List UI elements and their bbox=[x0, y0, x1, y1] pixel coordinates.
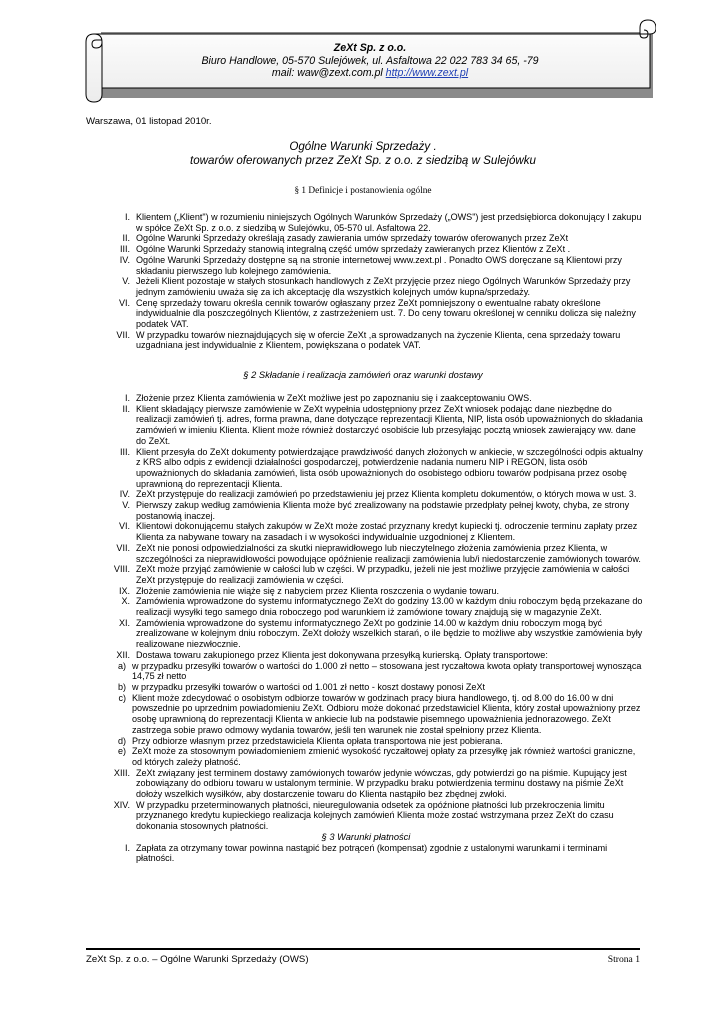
list-item bbox=[86, 212, 646, 233]
section-2-heading: § 2 Składanie i realizacja zamówień oraz warunki dostawy bbox=[243, 370, 483, 380]
item-number: II. bbox=[122, 233, 130, 244]
item-number: III. bbox=[119, 446, 130, 457]
footer-divider bbox=[86, 948, 640, 950]
item-number: a) bbox=[117, 660, 126, 671]
list-item bbox=[86, 768, 646, 800]
item-text: Zapłata za otrzymany towar powinna nastąpić bez potrąceń (kompensat) zgodnie z ustalonymi warunkami i terminami płatności. bbox=[136, 842, 608, 864]
item-text: Zamówienia wprowadzone do systemu informatycznego ZeXt po godzinie 14.00 w każdym dniu roboczym mogą być zrealizowane w kolejnym dniu roboczym. ZeXt dołoży wszelkich starań, o ile będzie to możliwe aby wszystkie zamówienia były realizowane niezwłocznie. bbox=[136, 617, 643, 650]
item-text: Klient przesyła do ZeXt dokumenty potwierdzające prawdziwość danych złożonych w ankiecie, w szczególności odpis aktualny z KRS albo odpis z ewidencji działalności gospodarczej, potwierdzenie nadania numeru NIP i REGON, lista osób upoważnionych do składania zamówień, lista osób upoważnionych do osobistego odbioru towarów podpisana przez osobę uprawnioną do reprezentacji Klienta. bbox=[136, 446, 643, 489]
item-text: ZeXt może przyjąć zamówienie w całości lub w części. W przypadku, jeżeli nie jest możliwe przyjęcie zamówienia w całości ZeXt przystępuje do realizacji zamówienia w części. bbox=[136, 564, 630, 585]
item-text: ZeXt może za stosownym powiadomieniem zmienić wysokość ryczałtowej opłaty za przesyłkę jak również wartości graniczne, od których zależy płatność. bbox=[132, 746, 636, 767]
item-number: V. bbox=[122, 276, 130, 287]
list-item bbox=[86, 586, 646, 597]
item-number: d) bbox=[117, 735, 126, 746]
item-text: w przypadku przesyłki towarów o wartości do 1.000 zł netto – stosowana jest ryczałtowa kwota opłaty transportowej wynosząca 14,75 zł netto bbox=[132, 660, 642, 682]
list-item bbox=[86, 500, 646, 521]
item-number: VI. bbox=[118, 297, 130, 308]
item-number: IX. bbox=[118, 585, 130, 596]
item-text: Klientowi dokonującemu stałych zakupów w ZeXt może zostać przyznany kredyt kupiecki tj. odroczenie terminu zapłaty przez Klienta za nabywane towary na zasadach i w wysokości indywidualnie uzgodnionej z Klientem. bbox=[136, 521, 638, 543]
list-item bbox=[86, 298, 646, 330]
item-text: Złożenie przez Klienta zamówienia w ZeXt możliwe jest po zapoznaniu się i zaakceptowaniu OWS. bbox=[136, 393, 532, 403]
item-text: Jeżeli Klient pozostaje w stałych stosunkach handlowych z ZeXt przyjęcie przez niego Ogólnych Warunków Sprzedaży przy jednym zamówieniu uważa się za ich akceptację dla wszystkich kolejnych umów kupna/sprzedaży. bbox=[136, 276, 631, 297]
page-number: Strona 1 bbox=[607, 954, 640, 965]
item-text: Dostawa towaru zakupionego przez Klienta jest dokonywana przesyłką kurierską. Opłaty transportowe: bbox=[136, 649, 548, 660]
item-text: Cenę sprzedaży towaru określa cennik towarów ogłaszany przez ZeXt pomniejszony o ewentualne rabaty określone indywidualnie dla poszczególnych Klientów, z zastrzeżeniem ust. 7. Do ceny towaru określonej w cenniku dolicza się należny podatek VAT. bbox=[136, 297, 636, 330]
list-item bbox=[86, 736, 646, 747]
item-text: ZeXt przystępuje do realizacji zamówień po przedstawieniu jej przez Klienta kompletu dokumentów, o których mowa w ust. 3. bbox=[136, 489, 637, 500]
list-item bbox=[86, 393, 646, 404]
item-number: IV. bbox=[119, 489, 130, 500]
list-item bbox=[86, 330, 646, 351]
item-number: XIII. bbox=[113, 767, 130, 778]
section-1-heading: § 1 Definicje i postanowienia ogólne bbox=[294, 186, 432, 196]
header-banner bbox=[84, 14, 656, 104]
list-item bbox=[86, 255, 646, 276]
item-number: II. bbox=[122, 403, 130, 414]
item-text: Złożenie zamówienia nie wiąże się z nabyciem przez Klienta roszczenia o wydanie towaru. bbox=[136, 585, 500, 596]
item-text: Klient składający pierwsze zamówienie w ZeXt wypełnia udostępniony przez ZeXt wniosek podając dane niezbędne do realizacji zamówień tj. adres, forma prawna, dane dotyczące reprezentacji Klienta, NIP, lista osób upoważnionych do składania zamówień w imieniu Klienta. Klient może również dostarczyć osobiście lub przesyłając pocztą wniosek zawierający ww. dane do ZeXt. bbox=[136, 403, 643, 446]
item-text: Ogólne Warunki Sprzedaży określają zasady zawierania umów sprzedaży towarów oferowanych przez ZeXt bbox=[136, 233, 569, 244]
item-number: V. bbox=[122, 500, 130, 511]
list-item bbox=[86, 447, 646, 490]
header-text bbox=[84, 42, 656, 80]
item-number: XIV. bbox=[113, 799, 130, 810]
list-item bbox=[86, 543, 646, 564]
item-text: Zamówienia wprowadzone do systemu informatycznego ZeXt do godziny 13.00 w każdym dniu roboczym będą przekazane do realizacji wysyłki tego samego dnia roboczego pod warunkiem iż zamówione towary znajdują się w magazynie ZeXt. bbox=[136, 596, 643, 618]
list-item bbox=[86, 843, 646, 864]
list-item bbox=[86, 661, 646, 682]
list-item bbox=[86, 564, 646, 585]
item-text: Klient może zdecydować o osobistym odbiorze towarów w godzinach pracy biura handlowego, tj. od 8.00 do 16.00 w dni powszednie po uprzednim powiadomieniu ZeXt. Odbioru może dokonać przedstawiciel Klienta, który został upoważniony przez osobę uprawnioną do reprezentacji Klienta w ankiecie lub na podstawie pisemnego upoważnienia jednorazowego. ZeXt zastrzega sobie prawo odmowy wydania towarów, jeśli ten warunek nie został spełniony przez Klienta. bbox=[132, 692, 641, 735]
item-text: Ogólne Warunki Sprzedaży stanowią integralną część umów sprzedaży zawieranych przez Klientów z ZeXt . bbox=[136, 244, 571, 255]
title-line-1: Ogólne Warunki Sprzedaży . bbox=[289, 140, 437, 153]
item-number: e) bbox=[117, 746, 126, 757]
list-item bbox=[86, 650, 646, 661]
section-2-list bbox=[86, 393, 646, 864]
item-number: c) bbox=[118, 692, 126, 703]
item-text: Przy odbiorze własnym przez przedstawiciela Klienta opłata transportowa nie jest pobierana. bbox=[132, 735, 503, 746]
list-item bbox=[86, 489, 646, 500]
item-text: ZeXt nie ponosi odpowiedzialności za skutki nieprawidłowego lub nieczytelnego złożenia zamówienia przez Klienta, w szczególności za nieprawidłowości powodujące opóźnienie realizacji zamówienia lub/i niedostarczenie zamówionych towarów. bbox=[136, 542, 641, 564]
footer-title: ZeXt Sp. z o.o. – Ogólne Warunki Sprzedaży (OWS) bbox=[86, 954, 309, 965]
list-item bbox=[86, 276, 646, 297]
item-number: XI. bbox=[118, 617, 130, 628]
list-item bbox=[86, 746, 646, 767]
item-text: Pierwszy zakup według zamówienia Klienta może być zrealizowany na podstawie przedpłaty pełnej kwoty, chyba, ze strony postanowią inaczej. bbox=[136, 500, 630, 521]
item-number: I. bbox=[124, 212, 130, 222]
item-number: VI. bbox=[118, 521, 130, 532]
website-link[interactable]: http://www.zext.pl bbox=[385, 67, 469, 79]
item-number: VIII. bbox=[113, 564, 130, 575]
list-item bbox=[86, 596, 646, 617]
item-text: W przypadku towarów nieznajdujących się w ofercie ZeXt ,a sprowadzanych na życzenie Klienta, cena sprzedaży towaru uzgadniana jest indywidualnie z Klientem, powiększana o podatek VAT. bbox=[136, 329, 621, 351]
list-item bbox=[86, 693, 646, 736]
item-number: VII. bbox=[116, 542, 130, 553]
document-date: Warszawa, 01 listopad 2010r. bbox=[86, 116, 212, 127]
item-number: VII. bbox=[116, 329, 130, 340]
item-text: W przypadku przeterminowanych płatności, nieuregulowania odsetek za opóźnione płatności lub przekroczenia limitu przyznanego kredytu kupieckiego realizacja kolejnych zamówień Klienta może zostać wstrzymana przez ZeXt do czasu dokonania stosownych płatności. bbox=[136, 799, 614, 832]
section-1-list bbox=[86, 212, 646, 351]
list-item bbox=[86, 682, 646, 693]
company-name: ZeXt Sp. z o.o. bbox=[333, 42, 407, 54]
list-item bbox=[86, 618, 646, 650]
list-item bbox=[86, 521, 646, 542]
item-number: XII. bbox=[116, 649, 130, 660]
title-line-2: towarów oferowanych przez ZeXt Sp. z o.o. z siedzibą w Sulejówku bbox=[189, 154, 537, 167]
item-number: I. bbox=[124, 842, 130, 853]
list-item bbox=[86, 233, 646, 244]
mail-text: mail: waw@zext.com.pl bbox=[271, 67, 386, 79]
item-number: b) bbox=[117, 681, 126, 692]
document-title bbox=[86, 140, 640, 168]
item-number: III. bbox=[119, 244, 130, 255]
list-item bbox=[86, 404, 646, 447]
item-number: X. bbox=[121, 596, 130, 607]
company-address: Biuro Handlowe, 05-570 Sulejówek, ul. Asfaltowa 22 022 783 34 65, -79 bbox=[201, 54, 539, 67]
list-item bbox=[86, 800, 646, 832]
item-text: Klientem („Klient") w rozumieniu niniejszych Ogólnych Warunków Sprzedaży („OWS") jest przedsiębiorca dokonujący I zakupu w spółce ZeXt Sp. z o.o. z siedzibą w Sulejówku, 05-570 ul. Asfaltowa 22. bbox=[136, 212, 642, 233]
contact-line bbox=[84, 67, 656, 80]
list-item bbox=[86, 244, 646, 255]
item-text: w przypadku przesyłki towarów o wartości od 1.001 zł netto - koszt dostawy ponosi ZeXt bbox=[132, 681, 485, 692]
item-number: I. bbox=[124, 393, 130, 403]
item-text: Ogólne Warunki Sprzedaży dostępne są na stronie internetowej www.zext.pl . Ponadto OWS doręczane są Klientowi przy składaniu pierwszego lub kolejnego zamówienia. bbox=[136, 254, 622, 276]
item-text: ZeXt związany jest terminem dostawy zamówionych towarów jedynie wówczas, gdy potwierdzi go na piśmie. Kupujący jest zobowiązany do odbioru towaru w ustalonym terminie. W przypadku braku potwierdzenia terminu dostawy na piśmie ZeXt dołoży wszelkich wysiłków, aby dostarczenie towaru do Klienta nastąpiło bez zbędnej zwłoki. bbox=[136, 767, 627, 800]
section-3-heading: § 3 Warunki płatności bbox=[321, 831, 411, 842]
item-number: IV. bbox=[119, 254, 130, 265]
